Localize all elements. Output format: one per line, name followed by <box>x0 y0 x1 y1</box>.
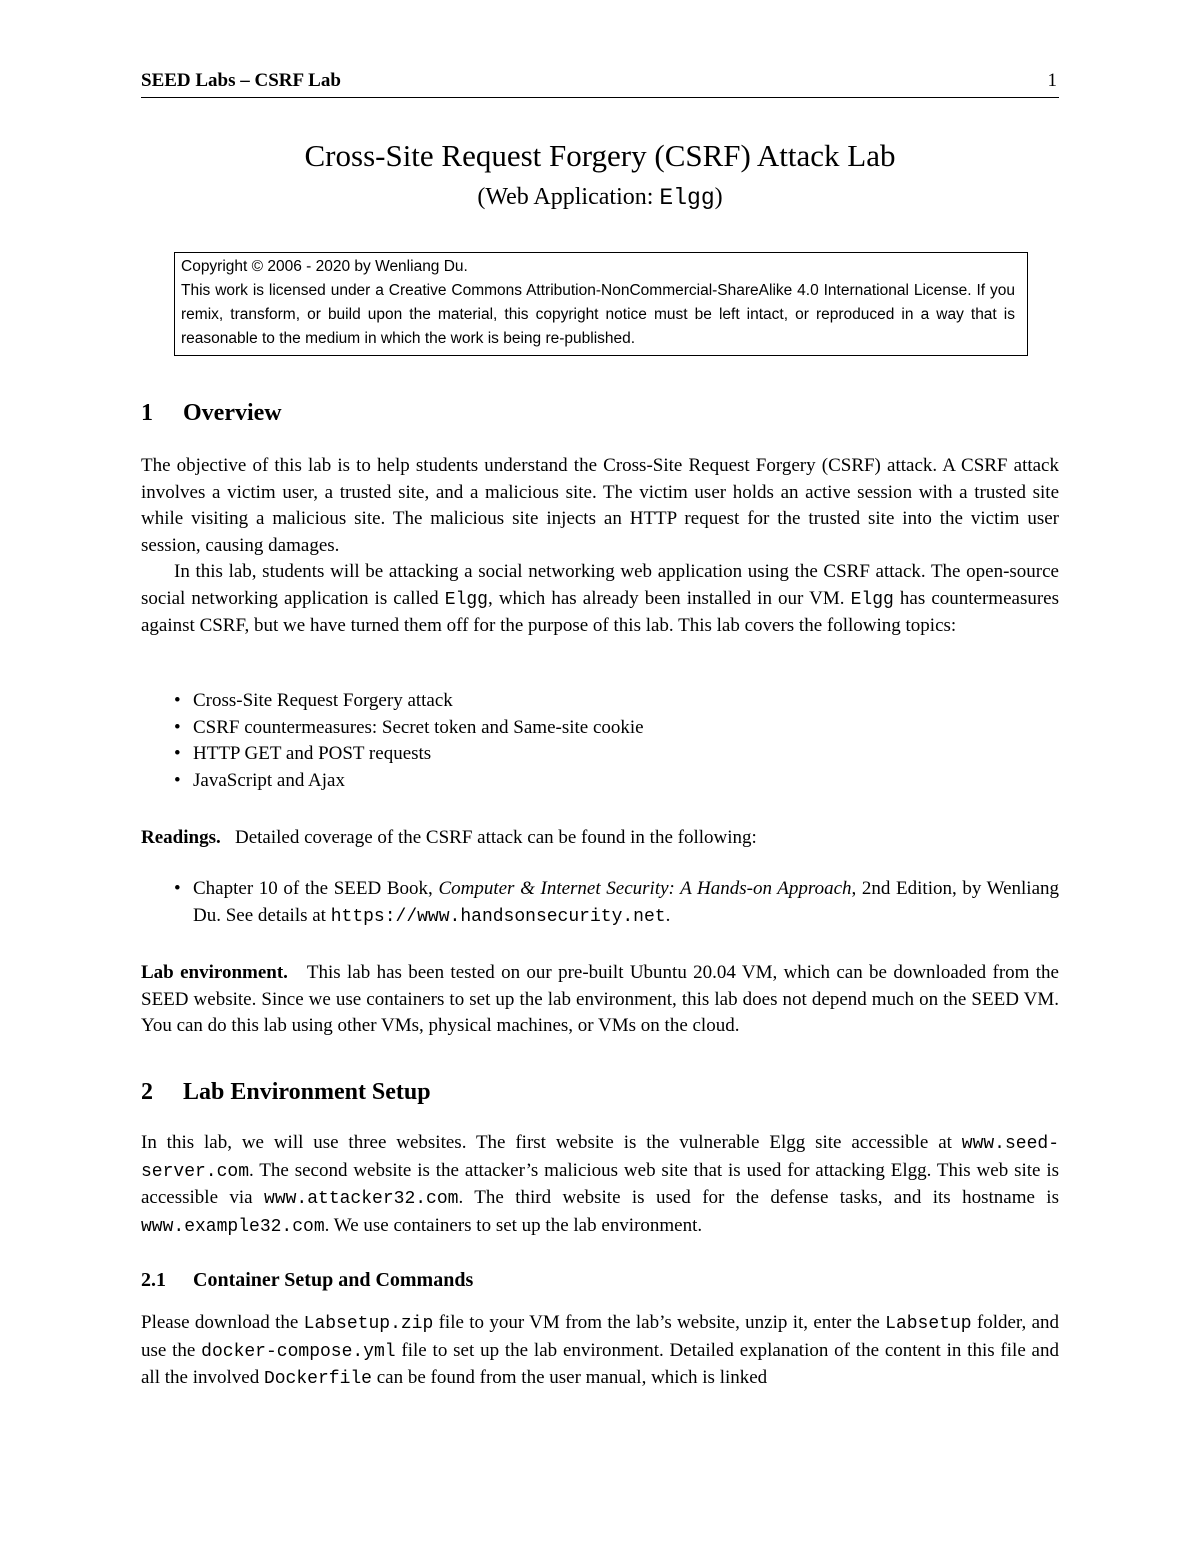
lab-environment-paragraph <box>141 960 1059 1040</box>
topics-list <box>141 688 1059 794</box>
section-number: 1 <box>141 400 153 426</box>
text-span: , 2nd Edition, by Wenliang Du. See details at <box>193 878 1060 926</box>
list-item-text: HTTP GET and POST requests <box>193 743 432 764</box>
text-span: In this lab, students will be attacking a social networking web application using the CSRF attack. The open-source social networking application is called <box>141 561 1059 609</box>
bullet-icon: • <box>174 716 181 738</box>
setup-paragraph <box>141 1130 1059 1240</box>
text-span: can be found from the user manual, which is linked <box>371 1367 768 1388</box>
readings-paragraph <box>141 825 1059 852</box>
text-span: has countermeasures against CSRF, but we have turned them off for the purpose of this lab. This lab covers the following topics: <box>141 587 1059 636</box>
bullet-icon: • <box>174 743 181 764</box>
subtitle-app-name: Elgg <box>659 185 715 211</box>
book-url-link[interactable]: https://www.handsonsecurity.net <box>330 906 666 927</box>
url-seed-server[interactable]: www.seed-server.com <box>141 1134 1059 1182</box>
code-docker-compose: docker-compose.yml <box>201 1341 396 1362</box>
document-title: Cross-Site Request Forgery (CSRF) Attack Lab <box>304 138 896 173</box>
subtitle-suffix: ) <box>714 184 723 210</box>
readings-text: Detailed coverage of the CSRF attack can be found in the following: <box>234 827 757 848</box>
text-span: file to your VM from the lab’s website, unzip it, enter the <box>433 1312 886 1333</box>
text-span: , which has already been installed in our VM. <box>487 587 851 609</box>
code-elgg: Elgg <box>850 589 894 610</box>
code-elgg: Elgg <box>444 589 488 610</box>
list-item-text: Cross-Site Request Forgery attack <box>193 690 453 711</box>
overview-paragraph-1: The objective of this lab is to help students understand the Cross-Site Request Forgery (CSRF) attack. A CSRF attack involves a victim user, a trusted site, and a malicious site. The victim user holds an active session with a trusted site while visiting a malicious site. The malicious site injects an HTTP request for the trusted site into the victim user session, causing damages. <box>141 455 1059 556</box>
text-span: file to set up the lab environment. Detailed explanation of the content in this file and all the involved <box>141 1339 1059 1388</box>
subsection-title: Container Setup and Commands <box>193 1269 474 1291</box>
section-title: Overview <box>183 400 282 426</box>
lab-environment-text: This lab has been tested on our pre-built Ubuntu 20.04 VM, which can be downloaded from the SEED website. Since we use containers to set up the lab environment, this lab does not depend much on the SEED VM. You can do this lab using other VMs, physical machines, or VMs on the cloud. <box>141 962 1059 1036</box>
bullet-icon: • <box>174 878 181 899</box>
list-item <box>141 715 1059 742</box>
section-number: 2 <box>141 1079 153 1105</box>
readings-label: Readings. <box>141 827 221 848</box>
url-example32[interactable]: www.example32.com <box>141 1216 325 1237</box>
list-item-text: CSRF countermeasures: Secret token and Same-site cookie <box>193 716 644 738</box>
text-span: In this lab, we will use three websites. The first website is the vulnerable Elgg site accessible at <box>141 1132 962 1153</box>
license-text: This work is licensed under a Creative Commons Attribution-NonCommercial-ShareAlike 4.0 International License. If you remix, transform, or build upon the material, this copyright notice must be left intact, or reproduced in a way that is reasonable to the medium in which the work is being re-published. <box>181 282 1015 347</box>
code-labsetup-zip: Labsetup.zip <box>303 1314 434 1334</box>
copyright-line: Copyright © 2006 - 2020 by Wenliang Du. <box>181 258 468 275</box>
list-item-text: JavaScript and Ajax <box>193 769 345 791</box>
text-span: . We use containers to set up the lab environment. <box>324 1214 703 1236</box>
section-title: Lab Environment Setup <box>183 1079 431 1105</box>
bullet-icon: • <box>174 769 181 791</box>
list-item <box>141 876 1059 930</box>
book-title: Computer & Internet Security: A Hands-on Approach <box>438 878 852 899</box>
lab-environment-label: Lab environment. <box>141 962 288 983</box>
page-header <box>141 68 1059 98</box>
text-span: . <box>665 904 671 926</box>
list-item <box>141 688 1059 715</box>
subsection-number: 2.1 <box>141 1269 166 1291</box>
readings-list <box>141 876 1059 930</box>
container-setup-paragraph <box>141 1310 1059 1393</box>
text-span: folder, and use the <box>141 1312 1060 1361</box>
copyright-box <box>174 252 1028 356</box>
text-span: . The second website is the attacker’s malicious web site that is used for attacking Elgg. This web site is accessible via <box>141 1159 1059 1208</box>
section-1-heading <box>141 398 282 428</box>
document-subtitle <box>0 180 1200 215</box>
header-title: SEED Labs – CSRF Lab <box>141 70 341 91</box>
bullet-icon: • <box>174 690 181 711</box>
code-labsetup: Labsetup <box>885 1314 972 1334</box>
subtitle-prefix: (Web Application: <box>477 184 660 210</box>
list-item <box>141 768 1059 795</box>
text-span: Please download the <box>141 1312 304 1333</box>
list-item <box>141 741 1059 768</box>
section-2-heading <box>141 1077 431 1107</box>
text-span: Chapter 10 of the SEED Book, <box>193 878 439 899</box>
code-dockerfile: Dockerfile <box>263 1369 372 1389</box>
page-number: 1 <box>1047 70 1057 91</box>
url-attacker32[interactable]: www.attacker32.com <box>264 1189 459 1209</box>
overview-paragraph-2 <box>141 559 1059 640</box>
text-span: . The third website is used for the defense tasks, and its hostname is <box>458 1187 1059 1208</box>
subsection-2-1-heading <box>141 1267 473 1293</box>
